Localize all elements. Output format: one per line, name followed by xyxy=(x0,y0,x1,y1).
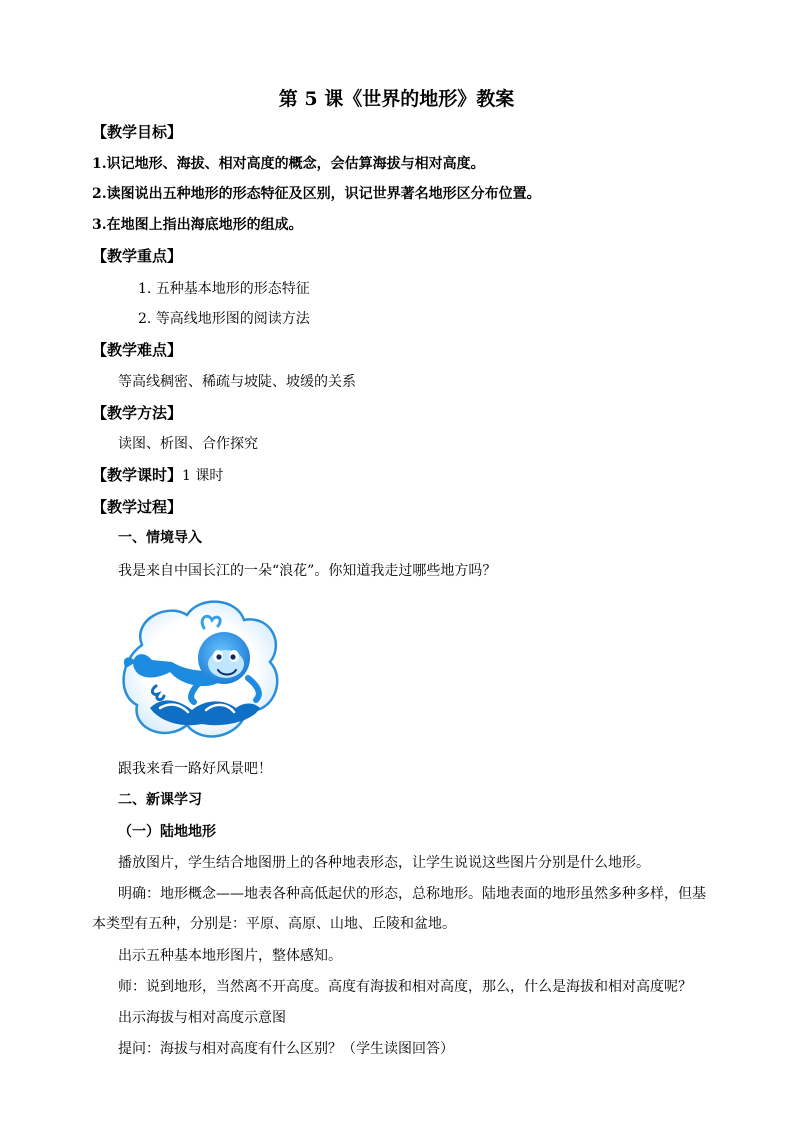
intro-text: 我是来自中国长江的一朵“浪花”。你知道我走过哪些地方吗？ xyxy=(118,563,497,579)
objective-item: 2.读图说出五种地形的形态特征及区别，识记世界著名地形区分布位置。 xyxy=(92,186,541,202)
objective-item: 3.在地图上指出海底地形的组成。 xyxy=(92,217,303,233)
difficulty-text: 等高线稠密、稀疏与坡陡、坡缓的关系 xyxy=(118,374,356,390)
objective-item: 1.识记地形、海拔、相对高度的概念，会估算海拔与相对高度。 xyxy=(92,156,485,172)
hours-heading: 【教学课时】 xyxy=(92,466,183,484)
paragraph: 提问：海拔与相对高度有什么区别？（学生读图回答） xyxy=(118,1041,454,1057)
follow-text: 跟我来看一路好风景吧！ xyxy=(118,761,272,777)
section-heading: 一、情境导入 xyxy=(118,530,202,546)
paragraph: 播放图片，学生结合地图册上的各种地表形态，让学生说说这些图片分别是什么地形。 xyxy=(118,855,650,871)
subsection-heading: （一）陆地地形 xyxy=(118,824,216,840)
hours-value: 1 课时 xyxy=(182,468,224,484)
key-point-item: 1. 五种基本地形的形态特征 xyxy=(138,281,310,297)
method-text: 读图、析图、合作探究 xyxy=(118,436,258,452)
page-title: 第 5 课《世界的地形》教案 xyxy=(278,88,515,110)
hours-line xyxy=(92,465,223,486)
section-heading: 二、新课学习 xyxy=(118,792,202,808)
difficulty-heading: 【教学难点】 xyxy=(92,341,183,359)
objectives-heading: 【教学目标】 xyxy=(92,123,183,141)
key-point-item: 2. 等高线地形图的阅读方法 xyxy=(138,311,310,327)
paragraph: 出示五种基本地形图片，整体感知。 xyxy=(118,948,342,964)
key-points-heading: 【教学重点】 xyxy=(92,247,183,265)
paragraph: 师：说到地形，当然离不开高度。高度有海拔和相对高度，那么，什么是海拔和相对高度呢？ xyxy=(118,979,692,995)
mascot-illustration xyxy=(112,590,288,750)
paragraph: 明确：地形概念——地表各种高低起伏的形态，总称地形。陆地表面的地形虽然多种多样，但基本类型有五种，分别是：平原、高原、山地、丘陵和盆地。 xyxy=(92,886,706,932)
method-heading: 【教学方法】 xyxy=(92,404,183,422)
process-heading: 【教学过程】 xyxy=(92,498,183,516)
paragraph: 出示海拔与相对高度示意图 xyxy=(118,1010,286,1026)
